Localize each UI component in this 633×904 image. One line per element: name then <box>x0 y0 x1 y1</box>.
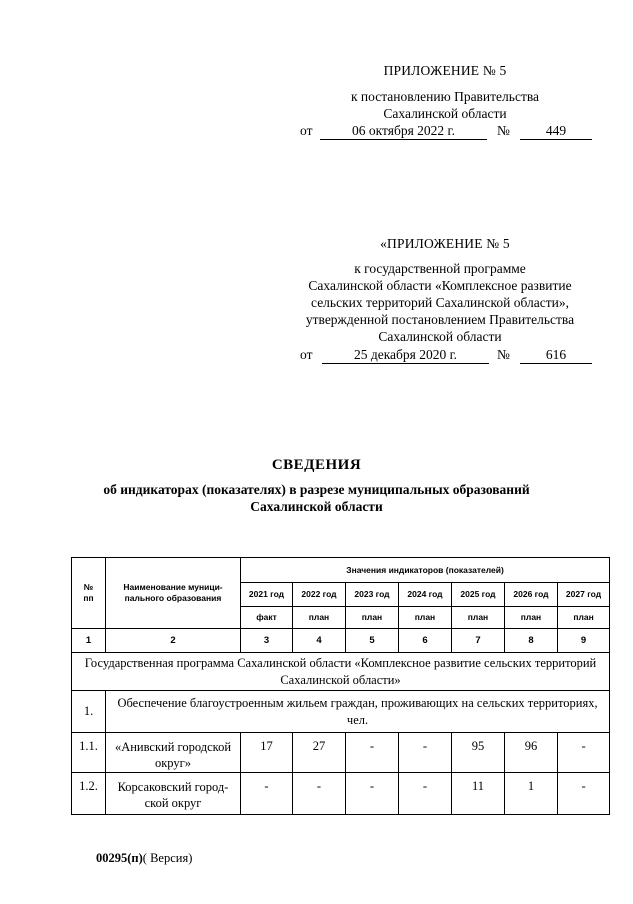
version-label: ( Версия) <box>142 851 193 865</box>
document-subtitle <box>0 481 633 515</box>
year-header: 2022 год <box>293 583 346 607</box>
value-cell: - <box>399 773 452 815</box>
column-number: 2 <box>106 629 241 653</box>
column-number: 6 <box>399 629 452 653</box>
program-row <box>72 653 610 691</box>
attachment2-line4: утвержденной постановлением Правительства <box>305 312 575 327</box>
attachment2-line3: сельских территорий Сахалинской области», <box>311 295 569 310</box>
indicator-text: Обеспечение благоустроенным жильем граждан, проживающих на сельских территориях, чел. <box>106 691 610 733</box>
attachment1-title: ПРИЛОЖЕНИЕ № 5 <box>383 63 507 78</box>
column-number: 3 <box>241 629 293 653</box>
value-cell: - <box>558 773 610 815</box>
attachment2-line1: к государственной программе <box>354 261 526 276</box>
municipality-name: Корсаковский город- ской округ <box>106 773 241 815</box>
subtitle-line1: об индикаторах (показателях) в разрезе муниципальных образований <box>103 482 530 497</box>
subtitle-line2: Сахалинской области <box>250 499 383 514</box>
value-cell: 17 <box>241 733 293 773</box>
value-cell: 96 <box>505 733 558 773</box>
col-header-values: Значения индикаторов (показателей) <box>241 558 610 583</box>
column-number: 1 <box>72 629 106 653</box>
year-header: 2021 год <box>241 583 293 607</box>
from-label: от <box>300 347 313 362</box>
table-row <box>72 733 610 773</box>
attachment2-date: 25 декабря 2020 г. <box>322 346 489 364</box>
col-header-name: Наименование муници- пального образования <box>106 558 241 629</box>
program-title: Государственная программа Сахалинской области «Комплексное развитие сельских территорий Сахалинской области» <box>72 653 610 691</box>
year-header: 2025 год <box>452 583 505 607</box>
col-header-number: № пп <box>72 558 106 629</box>
attachment2-number: 616 <box>520 346 592 364</box>
type-header: план <box>293 607 346 629</box>
form-code: 00295(п) <box>96 851 143 865</box>
type-header: план <box>346 607 399 629</box>
header-row-1 <box>72 558 610 583</box>
value-cell: 95 <box>452 733 505 773</box>
type-header: план <box>399 607 452 629</box>
attachment1-date: 06 октября 2022 г. <box>320 122 487 140</box>
number-label: № <box>497 123 510 138</box>
attachment1-number: 449 <box>520 122 592 140</box>
document-heading: СВЕДЕНИЯ <box>271 457 362 473</box>
indicator-row <box>72 691 610 733</box>
attachment2-title: «ПРИЛОЖЕНИЕ № 5 <box>380 236 510 251</box>
attachment1-line2: Сахалинской области <box>383 106 507 121</box>
row-number: 1.1. <box>72 733 106 773</box>
value-cell: - <box>558 733 610 773</box>
from-label: от <box>300 123 313 138</box>
number-label: № <box>497 347 510 362</box>
attachment1-line1: к постановлению Правительства <box>350 89 540 104</box>
type-header: план <box>558 607 610 629</box>
attachment2-line5: Сахалинской области <box>378 329 502 344</box>
indicator-number: 1. <box>72 691 106 733</box>
column-number: 4 <box>293 629 346 653</box>
column-numbers-row <box>72 629 610 653</box>
year-header: 2026 год <box>505 583 558 607</box>
column-number: 5 <box>346 629 399 653</box>
year-header: 2023 год <box>346 583 399 607</box>
value-cell: - <box>346 733 399 773</box>
table-row <box>72 773 610 815</box>
value-cell: 11 <box>452 773 505 815</box>
attachment2-line2: Сахалинской области «Комплексное развитие <box>308 278 572 293</box>
type-header: факт <box>241 607 293 629</box>
value-cell: 1 <box>505 773 558 815</box>
year-header: 2024 год <box>399 583 452 607</box>
year-header: 2027 год <box>558 583 610 607</box>
attachment1-number-line <box>300 122 600 142</box>
type-header: план <box>505 607 558 629</box>
type-header: план <box>452 607 505 629</box>
value-cell: - <box>346 773 399 815</box>
value-cell: - <box>241 773 293 815</box>
indicators-table <box>71 557 610 815</box>
value-cell: - <box>399 733 452 773</box>
column-number: 8 <box>505 629 558 653</box>
value-cell: 27 <box>293 733 346 773</box>
value-cell: - <box>293 773 346 815</box>
column-number: 9 <box>558 629 610 653</box>
row-number: 1.2. <box>72 773 106 815</box>
attachment2-number-line <box>300 346 600 366</box>
municipality-name: «Анивский городской округ» <box>106 733 241 773</box>
column-number: 7 <box>452 629 505 653</box>
footer-code <box>96 851 192 866</box>
